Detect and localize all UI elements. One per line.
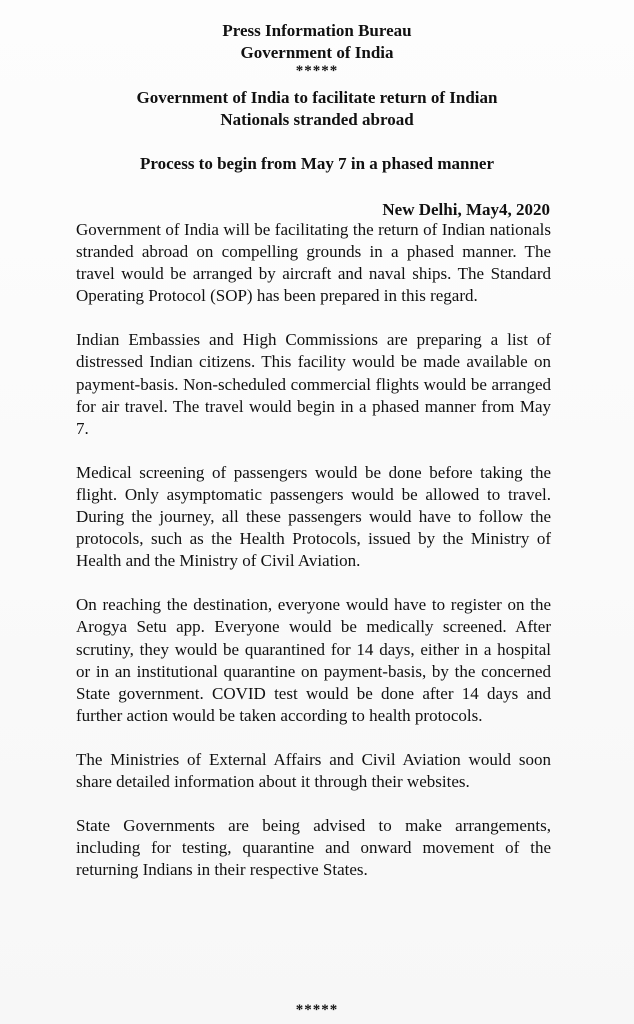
press-release-body [76,219,551,903]
dateline: New Delhi, May4, 2020 [382,200,550,219]
bureau-name: Press Information Bureau [222,21,412,40]
paragraph-ministries-websites: The Ministries of External Affairs and Civil Aviation would soon share detailed information about it through their websites. [76,749,551,791]
paragraph-return-overview: Government of India will be facilitating the return of Indian nationals stranded abroad on compelling grounds in a phased manner. The travel would be arranged by aircraft and naval ships. The Standard Operating Protocol (SOP) has been prepared in this regard. [76,220,551,306]
header-separator-stars: ***** [295,63,339,79]
paragraph-medical-screening: Medical screening of passengers would be done before taking the flight. Only asymptomatic passengers would be allowed to travel. During the journey, all these passengers would have to follow the protocols, such as the Health Protocols, issued by the Ministry of Health and the Ministry of Civil Aviation. [76,462,551,571]
paragraph-state-arrangements: State Governments are being advised to make arrangements, including for testing, quarantine and onward movement of the returning Indians in their respective States. [76,816,551,880]
press-release-header [0,20,634,78]
paragraph-arrival-quarantine: On reaching the destination, everyone would have to register on the Arogya Setu app. Everyone would be medically screened. After scrutiny, they would be quarantined for 14 days, either in a hospital or in an institutional quarantine on payment-basis, by the concerned State government. COVID test would be done after 14 days and further action would be taken according to health protocols. [76,595,551,725]
title-line-2: Nationals stranded abroad [220,110,414,129]
footer-separator-stars: ***** [295,1002,339,1018]
government-name: Government of India [240,43,394,62]
press-release-title [0,87,634,131]
press-release-subtitle: Process to begin from May 7 in a phased manner [139,154,494,173]
paragraph-embassies-list: Indian Embassies and High Commissions are preparing a list of distressed Indian citizens. This facility would be made available on payment-basis. Non-scheduled commercial flights would be arranged for air travel. The travel would begin in a phased manner from May 7. [76,330,551,438]
title-line-1: Government of India to facilitate return of Indian [136,88,498,107]
